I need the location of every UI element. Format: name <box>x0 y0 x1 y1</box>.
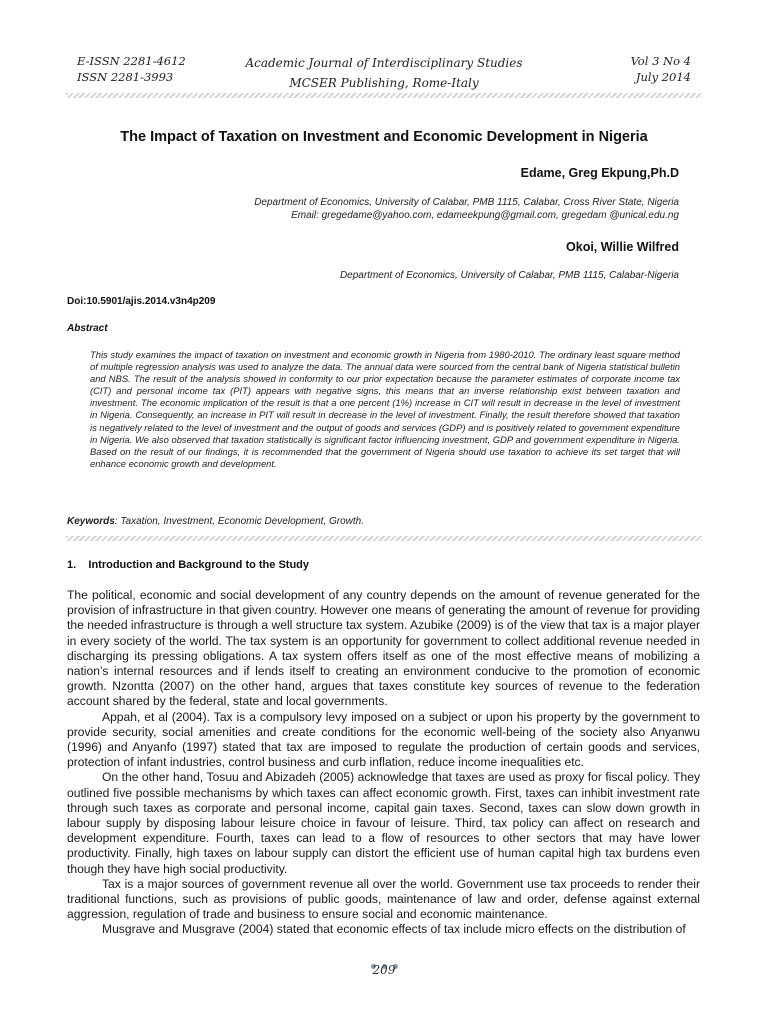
author-1-name: Edame, Greg Ekpung,Ph.D <box>520 166 679 180</box>
journal-name: Academic Journal of Interdisciplinary Studies <box>245 56 523 70</box>
author-1-department: Department of Economics, University of Calabar, PMB 1115, Calabar, Cross River State, Nigeria <box>254 197 679 208</box>
abstract-text: This study examines the impact of taxation on investment and economic growth in Nigeria from 1980-2010. The ordinary least square method of multiple regression analysis was used to analyze the data. The annual data were sourced from the central bank of Nigeria statistical bulletin and NBS. The result of the analysis showed in conformity to our prior expectation because the parameter estimates of corporate income tax (CIT) and personal income tax (PIT) appears with negative signs, this means that an inverse relationship exist between taxation and investment. The economic implication of the result is that a one percent (1%) increase in CIT will result in decrease in the level of investment in Nigeria. Consequently, an increase in PIT will result in decrease in the level of investment. Finally, the result therefore showed that taxation is negatively related to the level of investment and the output of goods and services (GDP) and is positively related to government expenditure in Nigeria. We also observed that taxation statistically is significant factor influencing investment, GDP and government expenditure in Nigeria. Based on the result of our findings, it is recommended that the government of Nigeria should use taxation to achieve its set target that will enhance economic growth and development. <box>90 349 680 469</box>
paper-title: The Impact of Taxation on Investment and Economic Development in Nigeria <box>120 129 648 145</box>
keywords-text: : Taxation, Investment, Economic Development, Growth. <box>114 516 364 527</box>
volume: Vol 3 No 4 <box>630 54 691 68</box>
issue-date: July 2014 <box>635 70 691 84</box>
page-number: 209 <box>372 963 396 977</box>
doi: Doi:10.5901/ajis.2014.v3n4p209 <box>67 296 216 307</box>
abstract-heading: Abstract <box>67 323 108 334</box>
eissn: E-ISSN 2281-4612 <box>77 54 186 68</box>
author-2-name: Okoi, Willie Wilfred <box>566 240 679 254</box>
paragraph: Tax is a major sources of government revenue all over the world. Government use tax proceeds to render their traditional functions, such as provisions of public goods, maintenance of law and order, defense against external aggression, regulation of trade and business to ensure social and economic maintenance. <box>67 876 700 922</box>
paragraph: Appah, et al (2004). Tax is a compulsory levy imposed on a subject or upon his property by the government to provide security, social amenities and create conditions for the economic well-being of the society also Anyanwu (1996) and Anyanfo (1997) stated that tax are imposed to regulate the production of certain goods and services, protection of infant industries, control business and curb inflation, reduce income inequalities etc. <box>67 709 700 770</box>
publisher: MCSER Publishing, Rome-Italy <box>289 76 479 90</box>
body-text <box>67 588 700 938</box>
paragraph: On the other hand, Tosuu and Abizadeh (2005) acknowledge that taxes are used as proxy for fiscal policy. They outlined five possible mechanisms by which taxes can affect economic growth. First, taxes can inhibit investment rate through such taxes as corporate and personal income, capital gain taxes. Second, taxes can slow down growth in labour supply by disposing labour leisure choice in favour of leisure. Third, tax policy can affect on research and development expenditure. Fourth, taxes can lead to a flow of resources to other sectors that may have lower productivity. Finally, high taxes on labour supply can distort the efficient use of human capital high tax burdens even though they have high social productivity. <box>67 770 700 876</box>
author-2-affiliation: Department of Economics, University of Calabar, PMB 1115, Calabar-Nigeria <box>339 270 679 281</box>
issn: ISSN 2281-3993 <box>77 70 174 84</box>
header-divider <box>66 93 702 98</box>
section-heading: 1. Introduction and Background to the Study <box>67 559 309 571</box>
keywords-divider <box>66 536 702 541</box>
keywords <box>67 516 364 527</box>
volume-block <box>631 53 691 85</box>
paragraph: Musgrave and Musgrave (2004) stated that economic effects of tax include micro effects on the distribution of <box>102 922 686 937</box>
paragraph: The political, economic and social development of any country depends on the amount of revenue generated for the provision of infrastructure in that given country. However one means of generating the amount of revenue for providing the needed infrastructure is through a well structure tax system. Azubike (2009) is of the view that tax is a major player in every society of the world. The tax system is an opportunity for government to collect additional revenue needed in discharging its pressing obligations. A tax system offers itself as one of the most effective means of mobilizing a nation’s internal resources and if lends itself to creating an environment conducive to the promotion of economic growth. Nzontta (2007) on the other hand, argues that taxes constitute key sources of revenue to the federation account shared by the federal, state and local governments. <box>67 588 700 709</box>
keywords-label: Keywords <box>67 516 115 527</box>
page-header <box>0 0 768 110</box>
author-1-affiliation <box>254 196 679 222</box>
author-1-email: Email: gregedame@yahoo.com, edameekpung@gmail.com, gregedam @unical.edu.ng <box>291 210 679 221</box>
